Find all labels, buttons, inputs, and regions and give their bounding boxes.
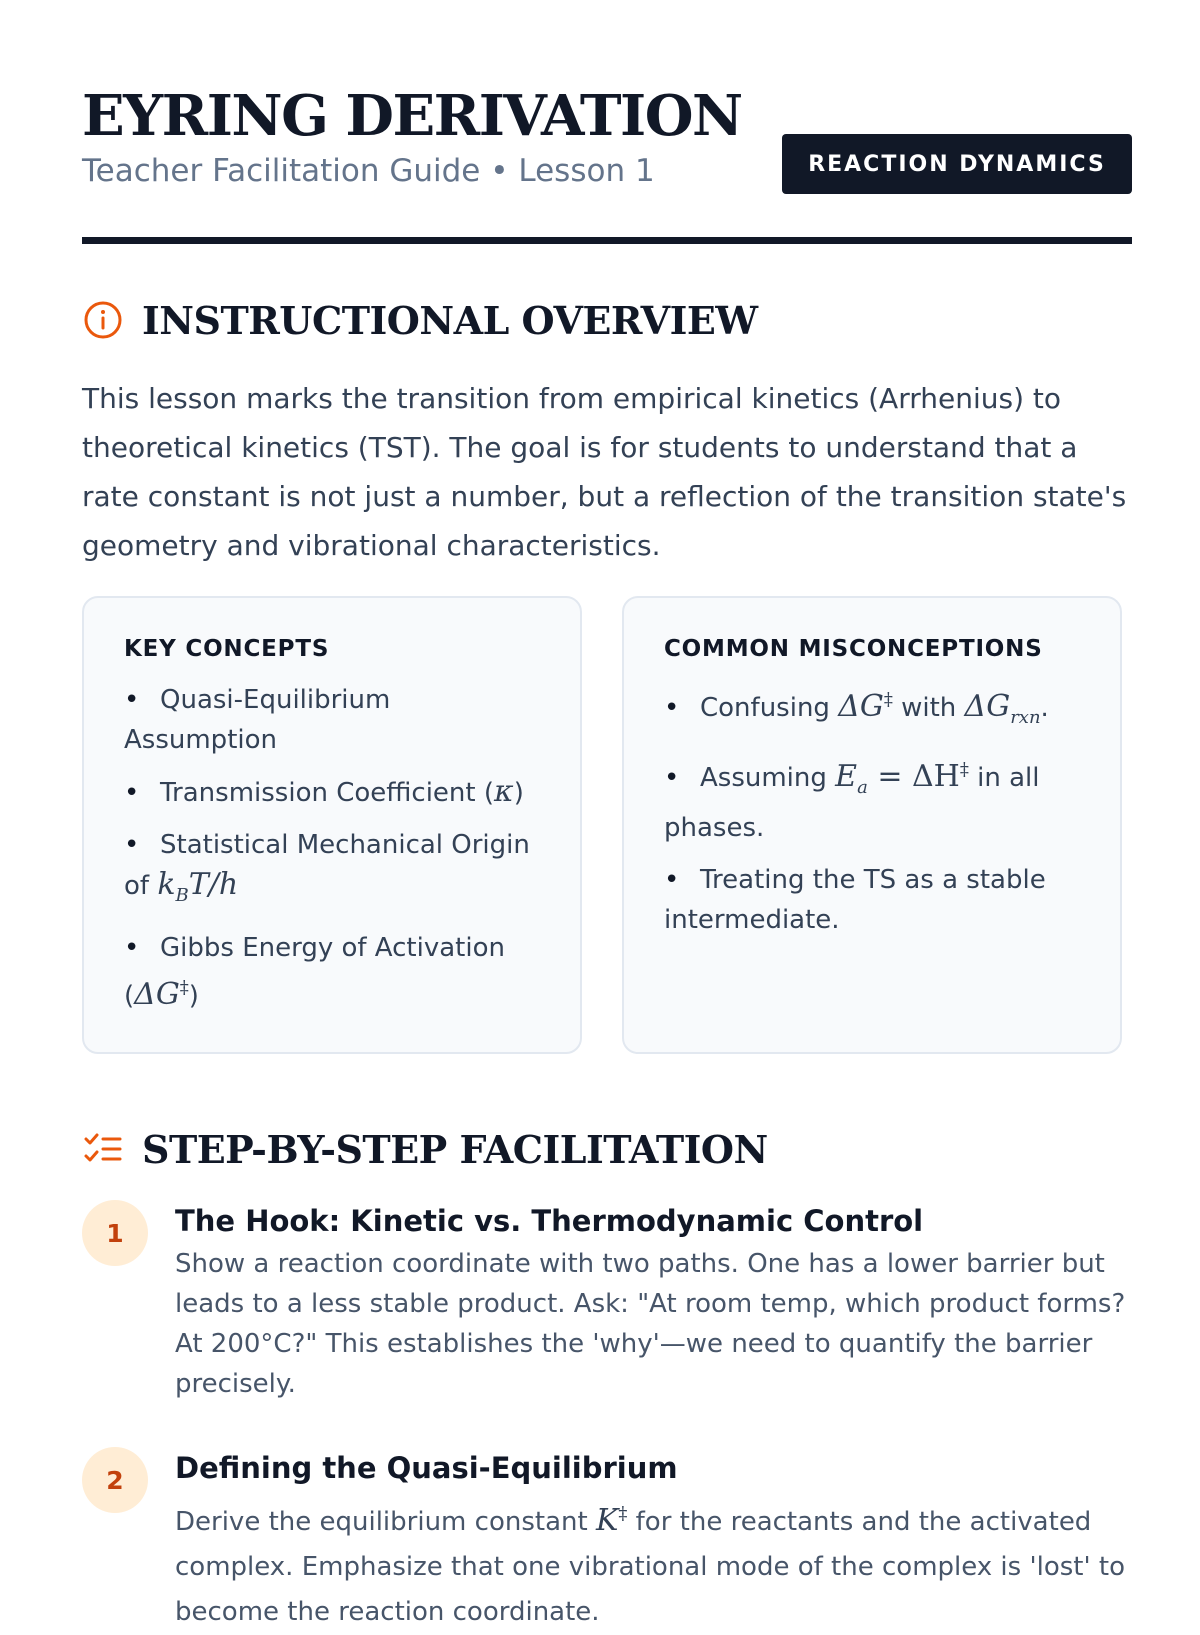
step-body bbox=[175, 1200, 1132, 1404]
overview-heading-label: INSTRUCTIONAL OVERVIEW bbox=[142, 297, 758, 343]
page-subtitle: Teacher Facilitation Guide • Lesson 1 bbox=[82, 153, 655, 189]
list-item: • Quasi-Equilibrium Assumption bbox=[124, 685, 391, 755]
misconceptions-list bbox=[664, 680, 1082, 940]
list-item: • Assuming $E_a = \Delta H^\ddagger$ in all phases. bbox=[664, 759, 1040, 843]
facilitation-heading-label: STEP-BY-STEP FACILITATION bbox=[142, 1126, 768, 1172]
page bbox=[82, 0, 1132, 1627]
key-concepts-title: KEY CONCEPTS bbox=[124, 636, 330, 662]
topic-badge: REACTION DYNAMICS bbox=[782, 134, 1132, 194]
misconceptions-card bbox=[622, 596, 1122, 1054]
list-item: • Gibbs Energy of Activation (ΔG‡) bbox=[124, 933, 505, 1012]
step-body bbox=[175, 1447, 1132, 1635]
overview-heading bbox=[82, 295, 758, 345]
step-title: The Hook: Kinetic vs. Thermodynamic Control bbox=[175, 1204, 924, 1238]
overview-text: This lesson marks the transition from empirical kinetics (Arrhenius) to theoretical kinetics (TST). The goal is for students to understand that a rate constant is not just a number, but a reflection of the transition state's geometry and vibrational characteristics. bbox=[82, 382, 1127, 562]
step-number: 1 bbox=[82, 1200, 148, 1266]
step-text: Show a reaction coordinate with two paths. One has a lower barrier but leads to a less stable product. Ask: "At room temp, which product forms? At 200°C?" This establishes the 'why'—we need to quantify the barrier precisely. bbox=[175, 1249, 1126, 1399]
info-circle-icon bbox=[82, 299, 124, 341]
list-item: • Statistical Mechanical Origin of $k_BT/h$ bbox=[124, 830, 530, 906]
facilitation-heading bbox=[82, 1124, 768, 1174]
key-concepts-card bbox=[82, 596, 582, 1054]
list-item: • Confusing ΔG‡ with $\Delta G_{rxn}$. bbox=[664, 689, 1049, 728]
list-item: • Treating the TS as a stable intermediate. bbox=[664, 865, 1046, 935]
key-concepts-list bbox=[124, 680, 542, 1016]
step-title: Defining the Quasi-Equilibrium bbox=[175, 1451, 678, 1485]
misconceptions-title: COMMON MISCONCEPTIONS bbox=[664, 636, 1043, 662]
document-header bbox=[82, 0, 1132, 244]
page-title: EYRING DERIVATION bbox=[82, 83, 742, 149]
checklist-icon bbox=[82, 1128, 124, 1170]
step-text: Derive the equilibrium constant K‡ for the reactants and the activated complex. Emphasize that one vibrational mode of the complex is 'lost' to become the reaction coordinate. bbox=[175, 1503, 1126, 1627]
list-item: • Transmission Coefficient (κ) bbox=[124, 774, 524, 809]
step-number: 2 bbox=[82, 1447, 148, 1513]
